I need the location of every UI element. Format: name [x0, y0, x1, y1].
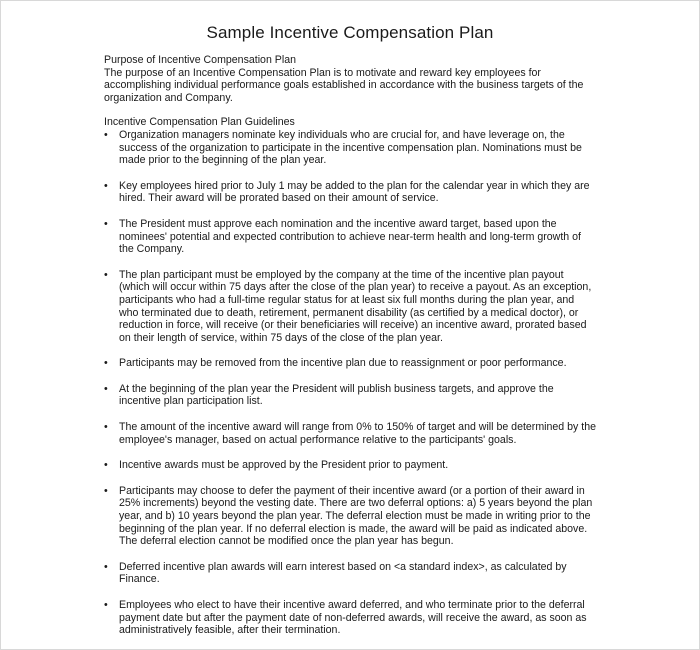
bullet-icon: • [104, 357, 108, 370]
bullet-icon: • [104, 179, 108, 192]
list-item [104, 599, 596, 637]
bullet-icon: • [104, 484, 108, 497]
bullet-icon: • [104, 128, 108, 141]
bullet-icon: • [104, 268, 108, 281]
guideline-text: Participants may choose to defer the payment of their incentive award (or a portion of their award in 25% increments) beyond the vesting date. There are two deferral options: a) 5 years beyond the plan year, and b) 10 years beyond the plan year. The deferral election must be made in writing prior to the beginning of the plan year. If no deferral election is made, the award will be paid as indicated above. The deferral election cannot be modified once the plan year has begun. [119, 484, 593, 548]
guideline-text: Participants may be removed from the incentive plan due to reassignment or poor performance. [119, 357, 567, 370]
document-title: Sample Incentive Compensation Plan [206, 23, 494, 42]
bullet-icon: • [104, 560, 108, 573]
guideline-text: The amount of the incentive award will range from 0% to 150% of target and will be determined by the employee's manager, based on actual performance relative to the participants' goals. [119, 421, 596, 446]
bullet-icon: • [104, 382, 108, 395]
list-item [104, 421, 596, 446]
list-item [104, 459, 596, 472]
guidelines-heading: Incentive Compensation Plan Guidelines [104, 116, 295, 129]
list-item [104, 485, 596, 548]
guideline-text: At the beginning of the plan year the President will publish business targets, and approve the incentive plan participation list. [119, 382, 554, 408]
guideline-text: Key employees hired prior to July 1 may be added to the plan for the calendar year in which they are hired. Their award will be prorated based on their amount of service. [119, 179, 590, 205]
guideline-text: The plan participant must be employed by the company at the time of the incentive plan payout (which will occur within 75 days after the close of the plan year) to receive a payout. As an exception, participants who had a full-time regular status for at least six full months during the plan year, and who terminated due to death, retirement, permanent disability (as certified by a medical doctor), or reduction in force, will receive (or their beneficiaries will receive) an incentive award, prorated based on their length of service, within 75 days of the close of the plan year. [119, 268, 592, 344]
bullet-icon: • [104, 217, 108, 230]
purpose-heading: Purpose of Incentive Compensation Plan [104, 54, 296, 66]
bullet-icon: • [104, 421, 108, 434]
bullet-icon: • [104, 599, 108, 611]
guidelines-list [104, 129, 596, 637]
document-body [104, 54, 596, 650]
list-item [104, 218, 596, 256]
purpose-paragraph: The purpose of an Incentive Compensation Plan is to motivate and reward key employees for accomplishing individual performance goals established in accordance with the business targets of the organization and Company. [104, 66, 584, 104]
list-item [104, 180, 596, 205]
guideline-text: Deferred incentive plan awards will earn interest based on <a standard index>, as calculated by Finance. [119, 560, 567, 586]
bullet-icon: • [104, 459, 108, 472]
guideline-text: Employees who elect to have their incentive award deferred, and who terminate prior to the deferral payment date but after the payment date of non-deferred awards, will receive the award, as soon as administratively feasible, after their termination. [119, 599, 587, 637]
guideline-text: Incentive awards must be approved by the President prior to payment. [119, 459, 449, 472]
list-item [104, 129, 596, 167]
guideline-text: The President must approve each nomination and the incentive award target, based upon the nominees' potential and expected contribution to achieve near-term health and long-term growth of the Company. [119, 217, 581, 256]
list-item [104, 383, 596, 408]
list-item [104, 357, 596, 370]
list-item [104, 561, 596, 586]
list-item [104, 269, 596, 345]
guideline-text: Organization managers nominate key individuals who are crucial for, and have leverage on, the success of the organization to participate in the incentive compensation plan. Nominations must be made prior to the beginning of the plan year. [119, 128, 582, 167]
